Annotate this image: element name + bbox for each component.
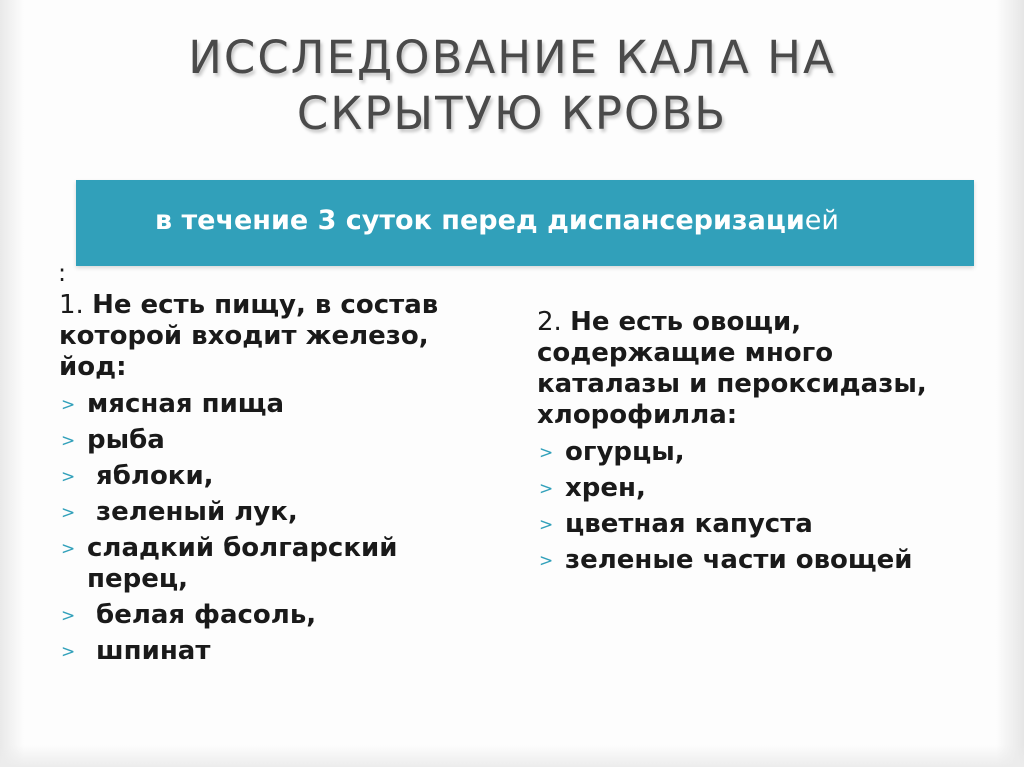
page-edge-shadow-left [0,0,24,767]
chevron-right-icon: > [61,431,76,451]
list-item [59,636,479,667]
right-intro [537,307,977,431]
list-item [537,509,977,540]
chevron-right-icon: > [539,479,554,499]
slide-title [80,30,944,142]
right-number: 2. [537,307,562,337]
chevron-right-icon: > [539,443,554,463]
banner-text-bold: в течение 3 суток перед диспансеризаци [155,205,805,236]
chevron-right-icon: > [61,467,76,487]
list-item [59,497,479,528]
chevron-right-icon: > [61,503,76,523]
list-item [537,473,977,504]
chevron-right-icon: > [61,606,76,626]
chevron-right-icon: > [61,642,76,662]
left-intro-text: Не есть пищу, в состав которой входит железо, йод: [59,290,439,382]
list-item-text: зеленые части овощей [565,545,913,575]
list-item-text: огурцы, [565,437,685,467]
slide-title-line-2: СКРЫТУЮ КРОВЬ [296,87,728,140]
right-column [537,307,977,581]
list-item [59,425,479,456]
left-column [59,290,479,672]
list-item-text: шпинат [87,636,211,666]
right-intro-text: Не есть овощи, содержащие много каталазы и пероксидазы, хлорофилла: [537,307,927,430]
list-item-text: зеленый лук, [87,497,298,527]
list-item [537,545,977,576]
chevron-right-icon: > [61,395,76,415]
chevron-right-icon: > [539,551,554,571]
list-item-text: белая фасоль, [87,600,317,630]
list-item-text: сладкий болгарский перец, [87,533,398,594]
colon-mark: : [58,259,67,287]
right-list [537,437,977,576]
list-item [59,461,479,492]
list-item-text: мясная пища [87,389,285,419]
list-item-text: хрен, [565,473,646,503]
chevron-right-icon: > [539,515,554,535]
list-item-text: цветная капуста [565,509,813,539]
left-list [59,389,479,667]
slide-title-line-1: ИССЛЕДОВАНИЕ КАЛА НА [188,31,836,84]
left-intro [59,290,479,383]
left-number: 1. [59,290,84,320]
page-edge-shadow-bottom [0,745,1024,767]
list-item-text: рыба [87,425,165,455]
subtitle-banner-text [155,201,839,241]
chevron-right-icon: > [61,539,76,559]
list-item [537,437,977,468]
banner-text-regular: ей [804,205,839,236]
page-edge-shadow-right [996,0,1024,767]
list-item-text: яблоки, [87,461,214,491]
list-item [59,533,479,595]
list-item [59,389,479,420]
list-item [59,600,479,631]
